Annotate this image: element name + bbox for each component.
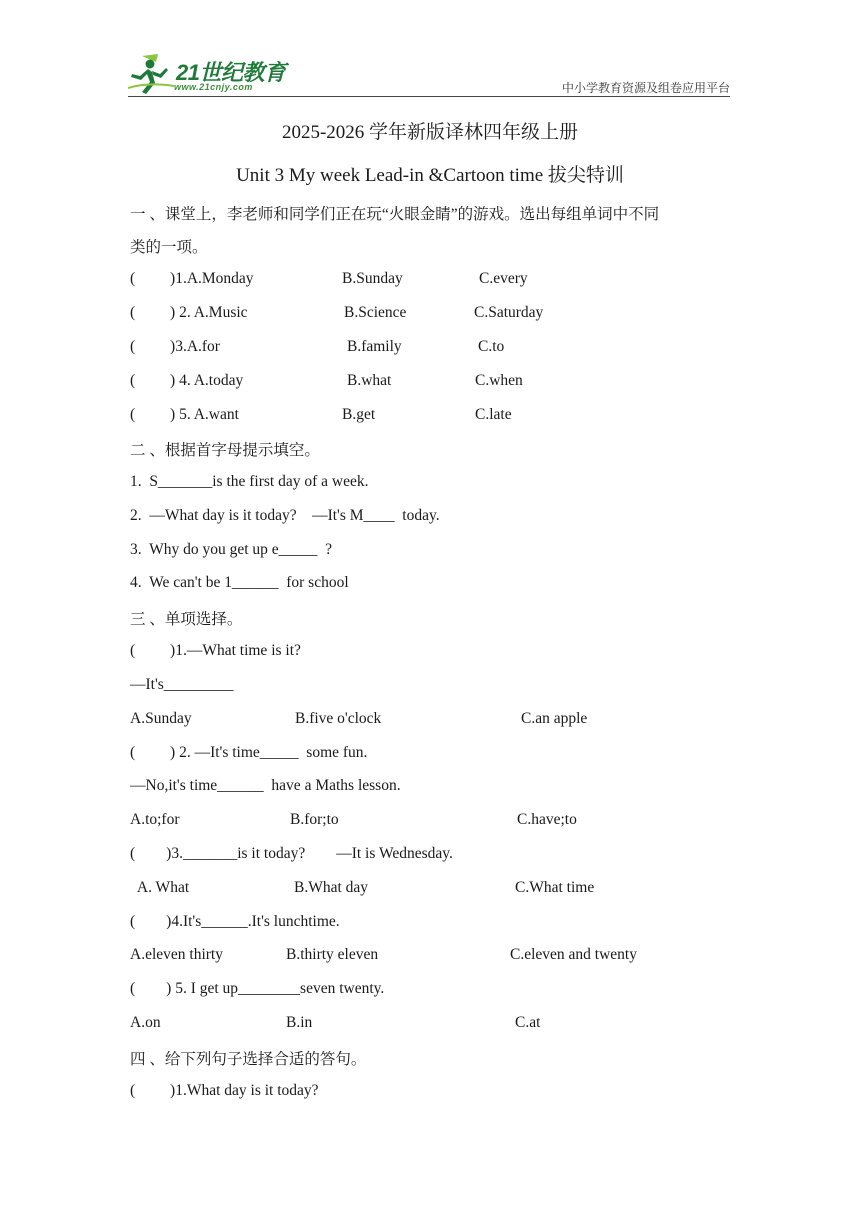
s2-q4: 4. We can't be 1______ for school xyxy=(130,574,349,591)
s3-q5: ( ) 5. I get up________seven twenty. xyxy=(130,980,385,997)
s3-q4-option-b: B.thirty eleven xyxy=(286,946,379,963)
page-subtitle: Unit 3 My week Lead-in &Cartoon time 拔尖特训 xyxy=(236,165,624,186)
s3-q1-option-c: C.an apple xyxy=(521,710,588,727)
s1-q5-option-b: B.get xyxy=(342,406,376,423)
s1-q2-option-c: C.Saturday xyxy=(474,304,544,321)
s3-q3-option-a: A. What xyxy=(130,879,190,896)
section3-heading: 三 、单项选择。 xyxy=(130,611,243,628)
s3-q2: ( ) 2. —It's time_____ some fun. xyxy=(130,744,368,761)
brand-logo xyxy=(128,52,298,98)
platform-tagline: 中小学教育资源及组卷应用平台 xyxy=(561,81,730,95)
s2-q2: 2. —What day is it today? —It's M____ today. xyxy=(130,507,440,524)
s2-q3: 3. Why do you get up e_____ ? xyxy=(130,541,333,558)
page-title: 2025-2026 学年新版译林四年级上册 xyxy=(281,122,579,143)
s3-q2-option-b: B.for;to xyxy=(290,811,339,828)
section1-heading-cont: 类的一项。 xyxy=(130,239,208,256)
s3-q1-option-a: A.Sunday xyxy=(130,710,192,727)
s3-q3-option-b: B.What day xyxy=(294,879,369,896)
s3-q1-option-b: B.five o'clock xyxy=(295,710,382,727)
section2-heading: 二 、根据首字母提示填空。 xyxy=(130,442,320,459)
s3-q4: ( )4.It's______.It's lunchtime. xyxy=(130,913,340,930)
s3-q1: ( )1.—What time is it? xyxy=(130,642,301,659)
s1-q2: ( ) 2. A.Music xyxy=(130,304,248,321)
s1-q3: ( )3.A.for xyxy=(130,338,220,355)
s3-q2-answer-line: —No,it's time______ have a Maths lesson. xyxy=(130,777,401,794)
s4-q1: ( )1.What day is it today? xyxy=(130,1082,319,1099)
s3-q5-option-b: B.in xyxy=(286,1014,313,1031)
s3-q1-answer-line: —It's_________ xyxy=(130,676,234,693)
section4-heading: 四 、给下列句子选择合适的答句。 xyxy=(130,1051,367,1068)
s1-q5-option-c: C.late xyxy=(475,406,512,423)
header-divider xyxy=(128,96,730,97)
section1-heading: 一 、课堂上，李老师和同学们正在玩“火眼金睛”的游戏。选出每组单词中不同 xyxy=(130,206,660,223)
s3-q4-option-c: C.eleven and twenty xyxy=(510,946,637,963)
s3-q3: ( )3._______is it today? —It is Wednesday. xyxy=(130,845,453,862)
s1-q4-option-b: B.what xyxy=(347,372,392,389)
s3-q4-option-a: A.eleven thirty xyxy=(130,946,223,963)
s1-q5: ( ) 5. A.want xyxy=(130,406,239,423)
s3-q5-option-a: A.on xyxy=(130,1014,161,1031)
logo-url: www.21cnjy.com xyxy=(174,82,253,92)
s2-q1: 1. S_______is the first day of a week. xyxy=(130,473,369,490)
s1-q4: ( ) 4. A.today xyxy=(130,372,244,389)
s1-q3-option-b: B.family xyxy=(347,338,402,355)
s1-q2-option-b: B.Science xyxy=(344,304,407,321)
s1-q1: ( )1.A.Monday xyxy=(130,270,254,287)
logo-text: 21世纪教育 xyxy=(176,60,286,85)
s3-q2-option-c: C.have;to xyxy=(517,811,577,828)
s1-q1-option-b: B.Sunday xyxy=(342,270,403,287)
s1-q4-option-c: C.when xyxy=(475,372,523,389)
s1-q3-option-c: C.to xyxy=(478,338,505,355)
s3-q3-option-c: C.What time xyxy=(515,879,595,896)
s1-q1-option-c: C.every xyxy=(479,270,528,287)
s3-q2-option-a: A.to;for xyxy=(130,811,180,828)
s3-q5-option-c: C.at xyxy=(515,1014,541,1031)
runner-icon xyxy=(128,52,176,96)
